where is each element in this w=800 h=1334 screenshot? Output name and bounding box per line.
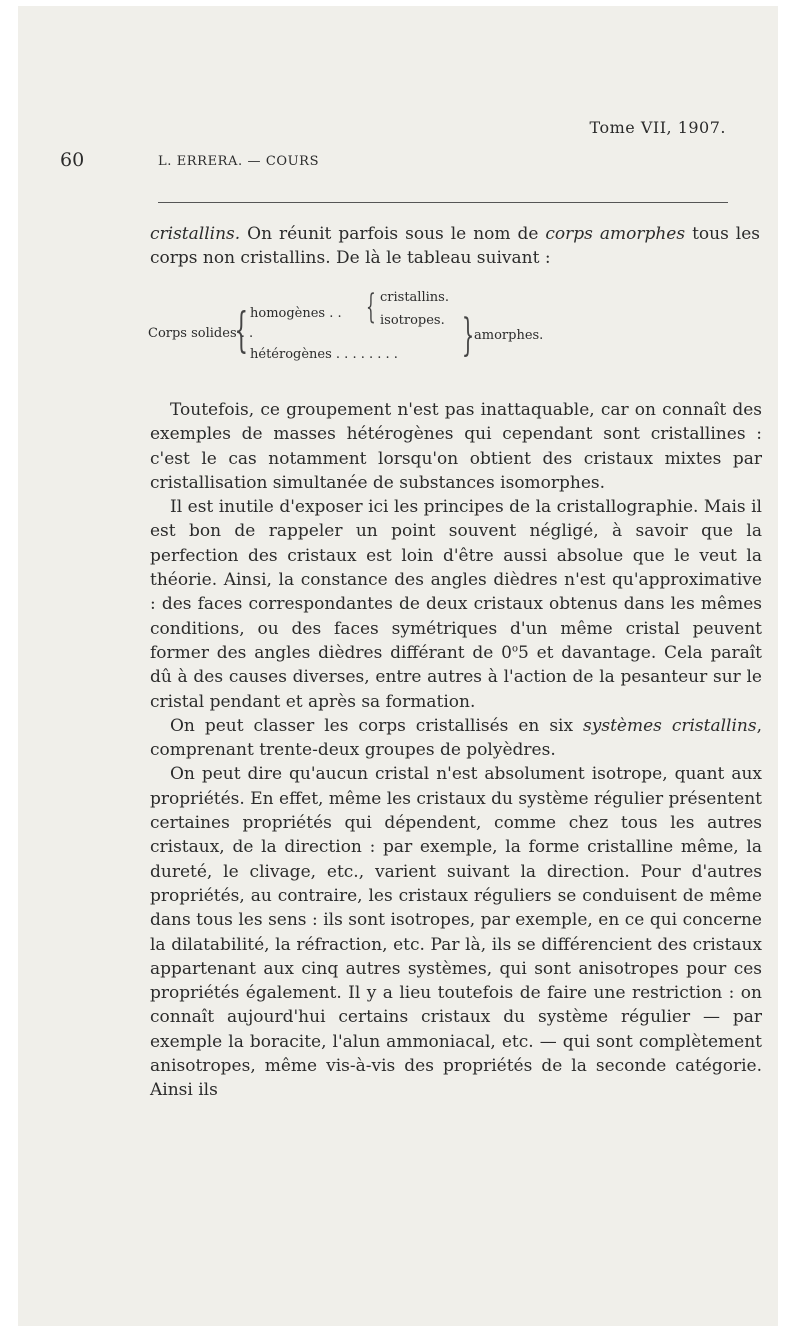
page-number: 60 <box>60 149 85 171</box>
paragraph-4: On peut dire qu'aucun cristal n'est absolument isotrope, quant aux propriétés. En effet, même les cristaux du système régulier présentent certaines propriétés qui dépendent, comme chez tous les autres cristaux, de la direction : par exemple, la forme cristalline même, la dureté, le clivage, etc., varient suivant la direction. Pour d'autres propriétés, au contraire, les cristaux réguliers se conduisent de même dans tous les sens : ils sont isotropes, par exemple, en ce qui concerne la dilatabilité, la réfraction, etc. Par là, ils se différencient des cristaux appartenant aux cinq autres systèmes, qui sont anisotropes pour ces propriétés également. Il y a lieu toutefois de faire une restriction : on connaît aujourd'hui certains cristaux du système régulier — par exemple la boracite, l'alun ammoniacal, etc. — qui sont complètement anisotropes, même vis-à-vis des propriétés de la seconde catégorie. Ainsi ils <box>150 764 762 1101</box>
amorphous-brace: } <box>461 310 475 361</box>
intro-text-after: tous les corps non cristallins. De là le tableau suivant : <box>150 224 760 268</box>
root-brace: { <box>234 302 249 358</box>
homogeneous-brace: { <box>365 287 376 327</box>
paragraph-3-part-a: On peut classer les corps cristallisés en six <box>170 715 584 736</box>
paragraph-2 <box>150 495 762 714</box>
running-head: L. ERRERA. — COURS <box>158 154 320 169</box>
volume-label: Tome VII, 1907. <box>589 118 726 137</box>
table-homogeneous: homogènes . . <box>250 306 342 321</box>
intro-paragraph <box>150 222 760 270</box>
paragraph-3-term: systèmes cristallins <box>583 715 757 736</box>
table-root-label: Corps solides . . <box>148 326 254 341</box>
header-rule <box>158 202 728 203</box>
book-page <box>18 6 778 1326</box>
paragraph-3 <box>150 714 762 763</box>
table-heterogeneous: hétérogènes . . . . . . . . <box>250 347 398 362</box>
classification-table <box>18 284 778 394</box>
body-text <box>150 398 762 1103</box>
paragraph-3-part-b: , comprenant trente-deux groupes de polyèdres. <box>150 715 762 761</box>
table-crystalline: cristallins. <box>380 290 449 305</box>
paragraph-2-part-a: Il est inutile d'exposer ici les principes de la cristallographie. Mais il est bon de rappeler un point souvent négligé, à savoir que la perfection des cristaux est loin d'être aussi absolue que le veut la théorie. Ainsi, la constance des angles dièdres n'est qu'approximative : des faces correspondantes de deux cristaux obtenus dans les mêmes conditions, ou des faces symétriques d'un même cristal peuvent former des angles dièdres différant de 0 <box>150 497 762 663</box>
intro-word: cristallins. <box>150 224 241 244</box>
intro-term: corps amorphes <box>545 224 686 244</box>
degree-mark: o <box>511 643 518 655</box>
paragraph-1: Toutefois, ce groupement n'est pas inattaquable, car on connaît des exemples de masses hétérogènes qui cependant sont cristallines : c'est le cas notamment lorsqu'on obtient des cristaux mixtes par cristallisation simultanée de substances isomorphes. <box>150 400 762 493</box>
intro-text-before: On réunit parfois sous le nom de <box>240 224 546 244</box>
table-amorphous: amorphes. <box>474 328 544 343</box>
paragraph-2-part-b: 5 et davantage. Cela paraît dû à des causes diverses, entre autres à l'action de la pesanteur sur le cristal pendant et après sa formation. <box>150 642 763 712</box>
table-isotropic: isotropes. <box>380 313 445 328</box>
